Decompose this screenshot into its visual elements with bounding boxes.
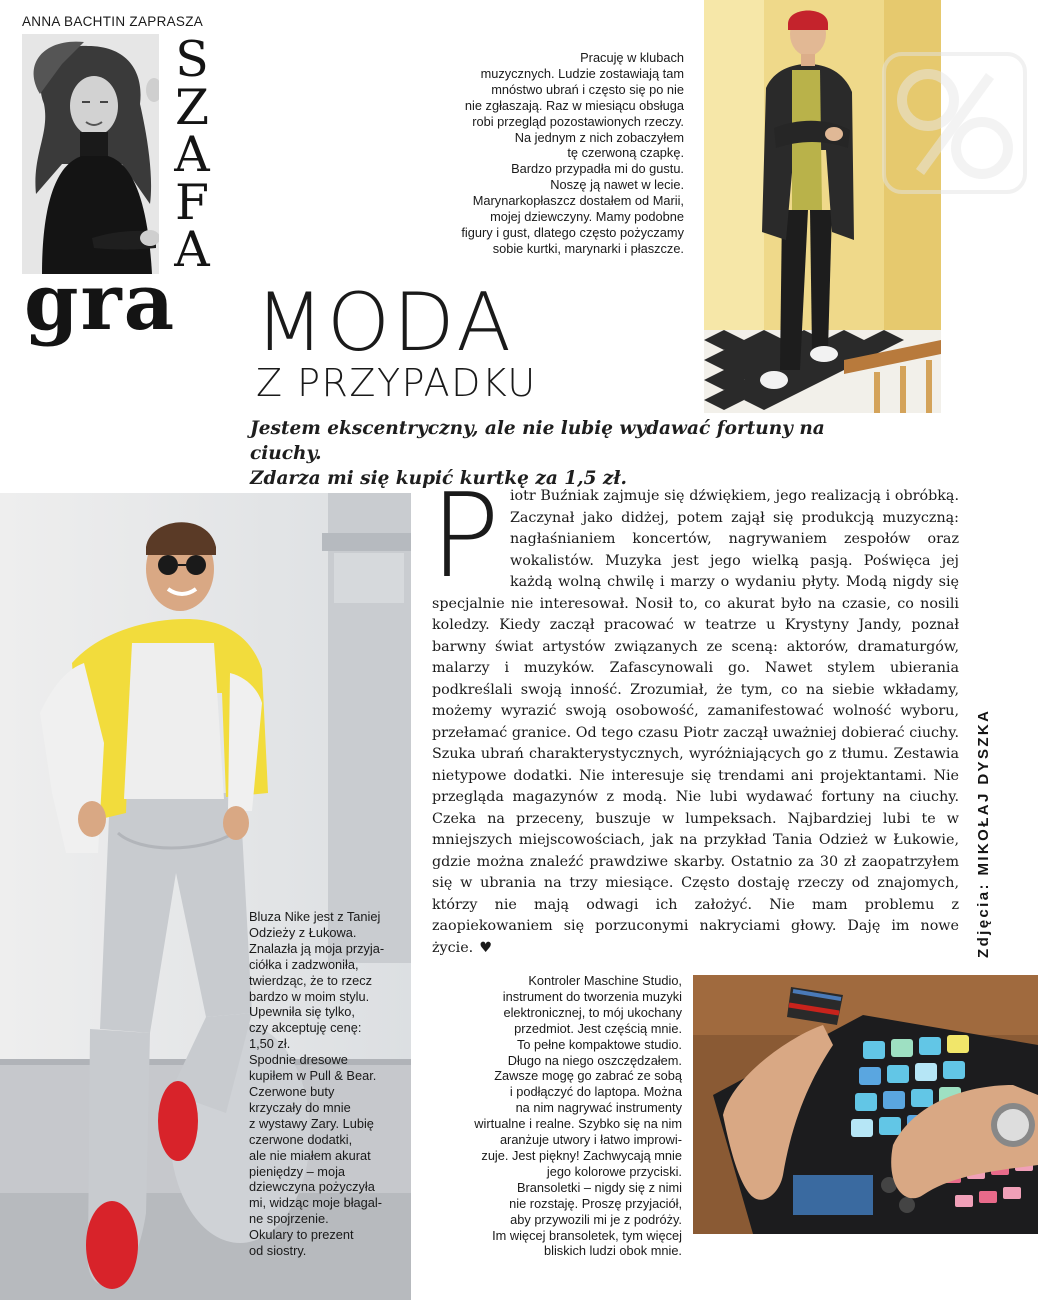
caption-line: przedmiot. Jest częścią mnie. bbox=[514, 1020, 682, 1036]
caption-line: Spodnie dresowe bbox=[249, 1052, 348, 1068]
caption-line: Marynarkopłaszcz dostałem od Marii, bbox=[472, 193, 684, 209]
caption-line: na nim nagrywać instrumenty bbox=[515, 1100, 682, 1116]
columnist-portrait bbox=[22, 34, 159, 274]
caption-line: mnóstwo ubrań i często się po nie bbox=[491, 81, 684, 97]
caption-line: Długo na niego oszczędzałem. bbox=[507, 1052, 682, 1068]
caption-line: twierdząc, że to rzecz bbox=[249, 972, 373, 988]
column-title-letter: A bbox=[174, 221, 210, 278]
column-title-vertical bbox=[167, 31, 217, 278]
caption-line: robi przegląd pozostawionych rzeczy. bbox=[472, 113, 684, 129]
caption-line: nie zgłaszają. Raz w miesiącu obsługa bbox=[464, 97, 684, 113]
caption-line: Noszę ją nawet w lecie. bbox=[550, 177, 684, 193]
percent-logo-icon bbox=[882, 52, 1027, 194]
caption-line: nie rozstaję. Proszę przyjaciół, bbox=[509, 1195, 682, 1211]
caption-line: Kontroler Maschine Studio, bbox=[528, 973, 682, 988]
caption-line: aranżuje utwory i łatwo improwi- bbox=[499, 1132, 682, 1148]
caption-line: Czerwone buty bbox=[249, 1083, 335, 1099]
caption-bottom-photo bbox=[474, 973, 682, 1259]
caption-line: elektronicznej, to mój ukochany bbox=[503, 1004, 682, 1020]
caption-line: od siostry. bbox=[249, 1243, 307, 1259]
drop-cap: P bbox=[430, 469, 500, 604]
column-title-letter: S bbox=[175, 31, 209, 88]
caption-line: muzycznych. Ludzie zostawiają tam bbox=[480, 65, 684, 81]
article-title: MODA bbox=[255, 276, 514, 369]
caption-line: figury i gust, dlatego często pożyczamy bbox=[461, 224, 684, 240]
caption-line: Okulary to prezent bbox=[249, 1227, 354, 1243]
caption-line: ciółka i zadzwoniła, bbox=[249, 956, 359, 972]
lead-line: Jestem ekscentryczny, ale nie lubię wydawać fortuny na ciuchy. bbox=[250, 418, 825, 464]
caption-line: mi, widząc moje błagal- bbox=[249, 1195, 382, 1211]
caption-line: sobie kurtki, marynarki i płaszcze. bbox=[492, 240, 684, 256]
caption-line: Bardzo przypadła mi do gustu. bbox=[511, 161, 684, 177]
caption-line: instrument do tworzenia muzyki bbox=[502, 988, 682, 1004]
caption-line: krzyczały do mnie bbox=[249, 1099, 351, 1115]
caption-line: tę czerwoną czapkę. bbox=[567, 145, 684, 161]
caption-line: Zawsze mogę go zabrać ze sobą bbox=[494, 1068, 682, 1084]
caption-line: ale nie miałem akurat bbox=[249, 1147, 371, 1163]
caption-line: ne spojrzenie. bbox=[249, 1211, 329, 1227]
lead-line: Zdarza mi się kupić kurtkę za 1,5 zł. bbox=[250, 468, 627, 489]
caption-line: Im więcej bransoletek, tym więcej bbox=[492, 1227, 682, 1243]
caption-line: wirtualne i realne. Szybko się na nim bbox=[474, 1116, 682, 1132]
caption-line: Odzieży z Łukowa. bbox=[249, 924, 357, 940]
caption-line: dziewczyna pożyczyła bbox=[249, 1179, 375, 1195]
caption-left-photo bbox=[249, 909, 384, 1259]
caption-line: Pracuję w klubach bbox=[580, 50, 684, 65]
article-lead bbox=[250, 416, 890, 491]
caption-line: i podłączyć do laptopa. Można bbox=[509, 1084, 682, 1100]
caption-line: bliskich ludzi obok mnie. bbox=[544, 1243, 682, 1259]
caption-line: Bransoletki – nigdy się z nimi bbox=[516, 1179, 682, 1195]
photo-credit: Zdjęcia: MIKOŁAJ DYSZKA bbox=[975, 708, 992, 958]
caption-line: zuje. Jest piękny! Zachwycają mnie bbox=[481, 1147, 682, 1163]
caption-line: Bluza Nike jest z Taniej bbox=[249, 909, 381, 924]
caption-line: 1,50 zł. bbox=[249, 1036, 291, 1052]
column-title-letter: F bbox=[175, 173, 209, 231]
caption-line: z wystawy Zary. Lubię bbox=[249, 1115, 374, 1131]
caption-line: czerwone dodatki, bbox=[249, 1131, 353, 1147]
article-subtitle: Z PRZYPADKU bbox=[256, 361, 537, 405]
column-title-letter: Z bbox=[174, 78, 210, 136]
caption-line: pieniędzy – moja bbox=[249, 1163, 346, 1179]
column-title-letter: A bbox=[174, 126, 210, 183]
caption-top-photo bbox=[461, 50, 684, 257]
caption-line: Upewniła się tylko, bbox=[249, 1004, 355, 1020]
caption-line: Na jednym z nich zobaczyłem bbox=[514, 129, 684, 145]
caption-line: aby przywozili mi je z podróży. bbox=[510, 1211, 682, 1227]
caption-line: jego kolorowe przyciski. bbox=[546, 1163, 682, 1179]
caption-line: To pełne kompaktowe studio. bbox=[516, 1036, 682, 1052]
caption-line: czy akceptuję cenę: bbox=[249, 1020, 362, 1036]
heart-icon: ♥ bbox=[479, 939, 493, 956]
photo-music-controller bbox=[693, 975, 1038, 1234]
article-body-text: iotr Buźniak zajmuje się dźwiękiem, jego realizacją i obróbką. Zaczynał jako didżej, potem zajął się produkcją muzyczną: nagłaśnianiem koncertów, nagrywaniem zespołów oraz wokalistów. Muzyka jest jego wielką pasją. Poświęca jej każdą wolną chwilę i marzy o wydaniu płyty. Modą nigdy się specjalnie nie interesował. Nosił to, co akurat było na czasie, co nosili koledzy. Kiedy zaczął pracować w teatrze u Krystyny Jandy, poznał barwny świat artystów związanych ze sceną: aktorów, dramaturgów, malarzy i muzyków. Zafascynowali go. Nawet stylem ubierania podkreślali swoją inność. Zrozumiał, że tym, co na siebie wkładamy, możemy wyrazić swoją osobowość, zamanifestować wolność wyboru, przełamać granice. Od tego czasu Piotr zaczął uważniej dobierać ciuchy. Szuka ubrań charakterystycznych, wyróżniających go z tłumu. Zestawia nietypowe dodatki. Nie interesuje się trendami ani projektantami. Nie przegląda magazynów z modą. Nie lubi wydawać fortuny na ciuchy. Czeka na przeceny, buszuje w lumpeksach. Najbardziej lubi te w mniejszych miejscowościach, jak na przykład Tania Odzież w Łukowie, gdzie można znaleźć prawdziwe skarby. Ostatnio za 30 zł zaopatrzyłem się w ubrania na trzy miesiące. Często dostaję rzeczy od znajomych, którzy nie mają odwagi ich założyć. Nie mam problemu z zaopiekowaniem się porzuconymi nakryciami głowy. Daję im nowe życie. bbox=[432, 488, 959, 956]
caption-line: kupiłem w Pull & Bear. bbox=[249, 1068, 377, 1084]
column-title-word: gra bbox=[24, 257, 177, 348]
article-body bbox=[430, 469, 959, 959]
caption-line: Znalazła ją moja przyja- bbox=[249, 940, 385, 956]
caption-line: bardzo w moim stylu. bbox=[249, 988, 370, 1004]
section-kicker: ANNA BACHTIN ZAPRASZA bbox=[22, 14, 204, 29]
caption-line: mojej dziewczyny. Mamy podobne bbox=[490, 209, 684, 225]
